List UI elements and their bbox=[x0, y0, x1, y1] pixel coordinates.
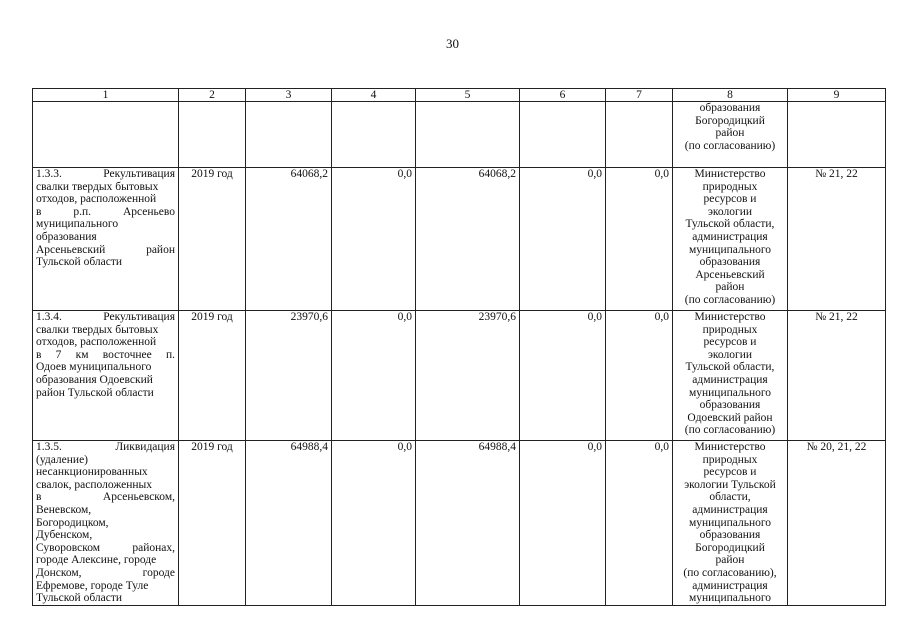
col7-cell: 0,0 bbox=[606, 441, 673, 606]
executor-cell bbox=[673, 102, 788, 168]
executor-line: администрация bbox=[692, 579, 768, 592]
col6-cell: 0,0 bbox=[520, 441, 606, 606]
total-cell: 64988,4 bbox=[246, 441, 332, 606]
activity-name-line: отходов, расположенной bbox=[36, 336, 157, 349]
header-col-9: 9 bbox=[788, 89, 886, 102]
activity-name-line: отходов, расположенной bbox=[36, 193, 157, 206]
executor-line: администрация bbox=[692, 373, 768, 386]
executor-line: Тульской области, bbox=[685, 361, 775, 374]
executor-line: район bbox=[715, 281, 745, 294]
year-cell: 2019 год bbox=[179, 441, 246, 606]
activity-name-line: Тульской области bbox=[36, 256, 123, 269]
table-row bbox=[33, 311, 886, 441]
col7-cell: 0,0 bbox=[606, 168, 673, 311]
cell-empty bbox=[33, 102, 179, 168]
executor-line: образования bbox=[699, 256, 761, 269]
table-row bbox=[33, 441, 886, 606]
cell-empty bbox=[606, 102, 673, 168]
executor-cell bbox=[673, 441, 788, 606]
program-activities-table bbox=[32, 88, 886, 606]
executor-line: муниципального bbox=[688, 243, 772, 256]
activity-name-line: Веневском, bbox=[36, 503, 92, 516]
executor-line: образования bbox=[699, 529, 761, 542]
executor-line: Арсеньевский bbox=[695, 268, 765, 281]
header-col-4: 4 bbox=[332, 89, 416, 102]
col4-cell: 0,0 bbox=[332, 441, 416, 606]
total-cell: 23970,6 bbox=[246, 311, 332, 441]
col4-cell: 0,0 bbox=[332, 168, 416, 311]
cell-empty bbox=[416, 102, 520, 168]
header-col-1: 1 bbox=[33, 89, 179, 102]
col5-cell: 23970,6 bbox=[416, 311, 520, 441]
executor-line: образования bbox=[699, 399, 761, 412]
executor-cell bbox=[673, 311, 788, 441]
activity-name-line: Суворовском районах, bbox=[36, 541, 175, 554]
executor-line: Министерство bbox=[694, 441, 766, 453]
activity-name-cell bbox=[33, 441, 179, 606]
activity-name-line: в 7 км восточнее п. bbox=[36, 348, 175, 361]
activity-name-line: свалки твердых бытовых bbox=[36, 180, 159, 193]
activity-name-cell bbox=[33, 168, 179, 311]
col4-cell: 0,0 bbox=[332, 311, 416, 441]
total-cell: 64068,2 bbox=[246, 168, 332, 311]
header-row bbox=[33, 89, 886, 102]
executor-line: ресурсов и bbox=[703, 336, 757, 349]
executor-line: Богородицкий bbox=[695, 541, 765, 554]
executor-line: области, bbox=[709, 491, 751, 504]
col7-cell: 0,0 bbox=[606, 311, 673, 441]
executor-line: муниципального bbox=[688, 592, 772, 605]
col5-cell: 64988,4 bbox=[416, 441, 520, 606]
year-cell: 2019 год bbox=[179, 168, 246, 311]
activity-name-line: Ефремове, городе Туле bbox=[36, 579, 149, 592]
col6-cell: 0,0 bbox=[520, 311, 606, 441]
executor-line: природных bbox=[702, 453, 758, 466]
activity-name-line: Тульской области bbox=[36, 592, 123, 605]
activity-name-line: Богородицком, bbox=[36, 516, 109, 529]
activity-name-line: 1.3.4. Рекультивация bbox=[36, 311, 175, 323]
executor-line: администрация bbox=[692, 230, 768, 243]
executor-line: (по согласованию), bbox=[683, 566, 777, 579]
executor-line: экологии bbox=[707, 348, 753, 361]
executor-line: экологии Тульской bbox=[684, 478, 776, 491]
header-col-5: 5 bbox=[416, 89, 520, 102]
activity-name-line: Донском, городе bbox=[36, 566, 175, 579]
executor-line: природных bbox=[702, 180, 758, 193]
activity-name-line: городе Алексине, городе bbox=[36, 554, 157, 567]
cell-empty bbox=[246, 102, 332, 168]
executor-line: (по согласованию) bbox=[684, 293, 776, 306]
executor-line: образования bbox=[699, 102, 761, 114]
activity-name-line: образования Одоевский bbox=[36, 373, 153, 386]
activity-name-line: 1.3.5. Ликвидация bbox=[36, 441, 175, 453]
activity-name-line: свалки твердых бытовых bbox=[36, 323, 159, 336]
activity-name-line: несанкционированных bbox=[36, 466, 148, 479]
executor-line: ресурсов и bbox=[703, 466, 757, 479]
executor-line: Тульской области, bbox=[685, 218, 775, 231]
executor-line: ресурсов и bbox=[703, 193, 757, 206]
activity-name-line: свалок, расположенных bbox=[36, 478, 153, 491]
executor-line: Одоевский район bbox=[687, 411, 773, 424]
header-col-6: 6 bbox=[520, 89, 606, 102]
header-col-7: 7 bbox=[606, 89, 673, 102]
header-col-2: 2 bbox=[179, 89, 246, 102]
cell-empty bbox=[520, 102, 606, 168]
table-row bbox=[33, 168, 886, 311]
indicators-cell: № 21, 22 bbox=[788, 311, 886, 441]
executor-line: район bbox=[715, 554, 745, 567]
indicators-cell: № 21, 22 bbox=[788, 168, 886, 311]
activity-name-line: 1.3.3. Рекультивация bbox=[36, 168, 175, 180]
activity-name-line: район Тульской области bbox=[36, 386, 154, 399]
activity-name-line: в р.п. Арсеньево bbox=[36, 205, 175, 218]
executor-line: Министерство bbox=[694, 311, 766, 323]
table-row-continuation bbox=[33, 102, 886, 168]
year-cell: 2019 год bbox=[179, 311, 246, 441]
executor-line: экологии bbox=[707, 205, 753, 218]
activity-name-line: муниципального bbox=[36, 218, 119, 231]
executor-line: (по согласованию) bbox=[684, 139, 776, 152]
activity-name-line: в Арсеньевском, bbox=[36, 491, 175, 504]
cell-empty bbox=[332, 102, 416, 168]
page-number: 30 bbox=[446, 36, 459, 51]
executor-line: администрация bbox=[692, 503, 768, 516]
activity-name-line: Одоев муниципального bbox=[36, 361, 152, 374]
indicators-cell: № 20, 21, 22 bbox=[788, 441, 886, 606]
col6-cell: 0,0 bbox=[520, 168, 606, 311]
activity-name-line: Дубенском, bbox=[36, 529, 93, 542]
activity-name-line: образования bbox=[36, 230, 97, 243]
executor-line: Богородицкий bbox=[695, 114, 765, 127]
activity-name-line: (удаление) bbox=[36, 453, 88, 466]
executor-line: район bbox=[715, 127, 745, 140]
executor-line: Министерство bbox=[694, 168, 766, 180]
activity-name-cell bbox=[33, 311, 179, 441]
header-col-8: 8 bbox=[673, 89, 788, 102]
executor-cell bbox=[673, 168, 788, 311]
executor-line: муниципального bbox=[688, 386, 772, 399]
executor-line: (по согласованию) bbox=[684, 424, 776, 437]
activity-name-line: Арсеньевский район bbox=[36, 243, 175, 256]
col5-cell: 64068,2 bbox=[416, 168, 520, 311]
header-col-3: 3 bbox=[246, 89, 332, 102]
cell-empty bbox=[788, 102, 886, 168]
executor-line: муниципального bbox=[688, 516, 772, 529]
executor-line: природных bbox=[702, 323, 758, 336]
cell-empty bbox=[179, 102, 246, 168]
